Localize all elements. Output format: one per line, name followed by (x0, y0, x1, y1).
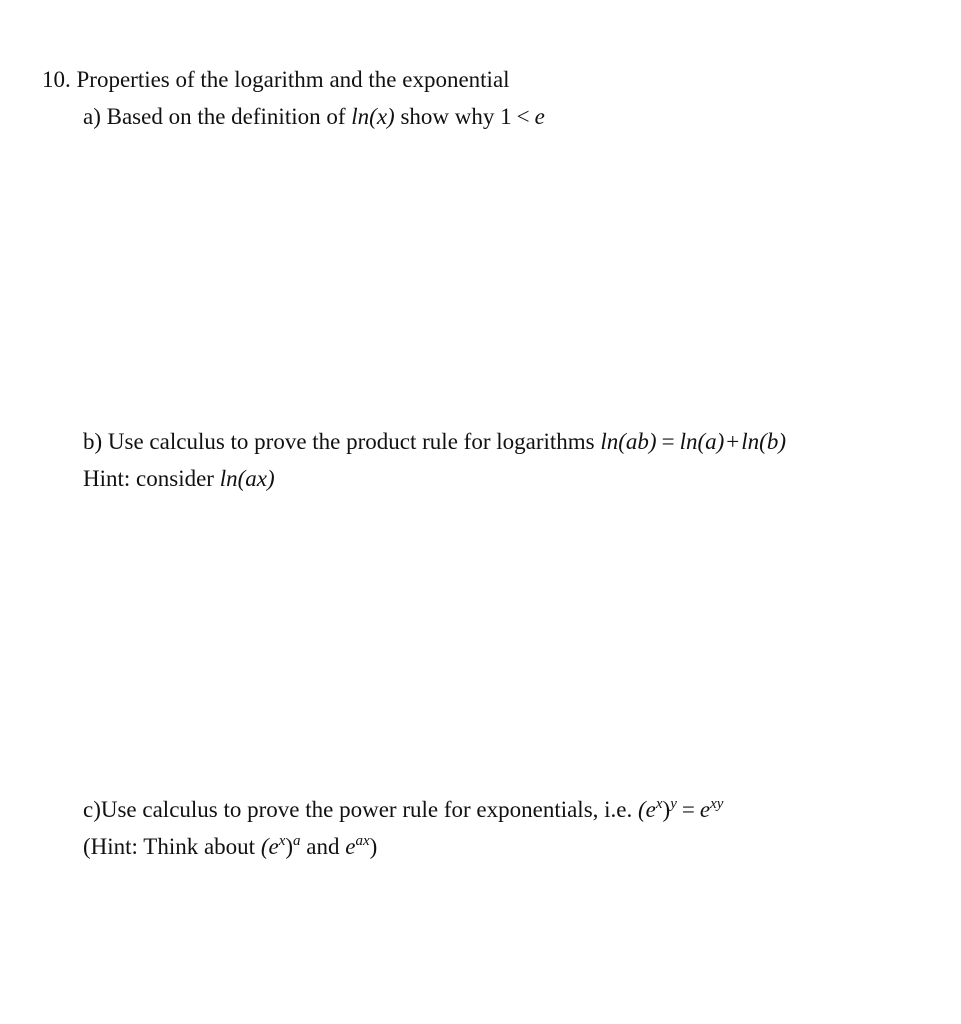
part-c-rhs-base: e (699, 797, 711, 822)
part-a-ln-x: ln(x) (351, 104, 395, 129)
part-c-base-close: ) (662, 797, 671, 822)
part-b-rhs2: ln(b) (741, 429, 786, 454)
part-c-hint (83, 827, 377, 861)
problem-number: 10. (42, 67, 71, 92)
problem-heading (42, 66, 510, 94)
part-c-question (83, 790, 723, 824)
part-b-plus: + (726, 429, 740, 454)
part-c-hint-text: (Hint: Think about (83, 834, 261, 859)
part-c-hint-m2-base: e (345, 834, 356, 859)
part-c-rhs-sup: xy (710, 796, 724, 812)
part-a-text: a) Based on the definition of (83, 104, 352, 129)
part-b-equals: = (661, 429, 675, 454)
part-c-base-open: (e (638, 797, 656, 822)
part-b-hint (83, 465, 275, 493)
part-c-text: c)Use calculus to prove the power rule for exponentials, i.e. (83, 797, 638, 822)
part-a-e: e (534, 104, 545, 129)
part-b-lhs: ln(ab) (600, 429, 657, 454)
part-a-less-than: < (516, 104, 530, 129)
part-c-hint-m1-close: ) (285, 834, 294, 859)
part-c-hint-m2-sup: ax (355, 833, 370, 849)
part-b-question (83, 428, 786, 456)
part-a-ineq-left: 1 (500, 104, 512, 129)
part-c-hint-m1-sup: x (278, 833, 286, 849)
part-b-rhs1: ln(a) (679, 429, 725, 454)
part-c-base-sup: x (655, 796, 663, 812)
part-a-text2: show why (394, 104, 501, 129)
problem-title: Properties of the logarithm and the exponential (76, 67, 510, 92)
part-b-hint-text: Hint: consider (83, 466, 220, 491)
part-c-hint-close: ) (369, 834, 378, 859)
part-c-hint-m1-open: (e (260, 834, 279, 859)
part-a-question (83, 103, 545, 131)
part-b-text: b) Use calculus to prove the product rule for logarithms (83, 429, 601, 454)
part-c-hint-and: and (300, 834, 346, 859)
part-b-hint-math: ln(ax) (219, 466, 275, 491)
part-c-equals: = (681, 797, 695, 822)
part-c-outer-sup: y (670, 796, 677, 812)
part-c-hint-m1-outer-sup: a (293, 833, 301, 849)
